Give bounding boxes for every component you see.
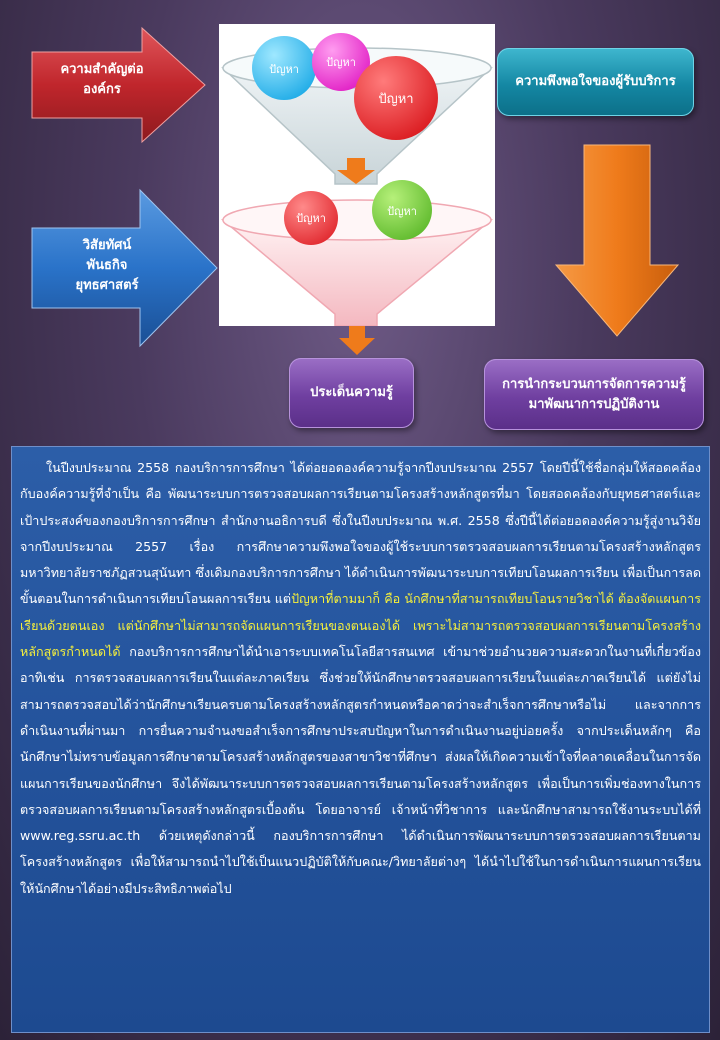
description-highlight: ปัญหาที่ตามมาก็ คือ นักศึกษาที่สามารถเทียบโอนรายวิชาได้ ต้องจัดแผนการเรียนด้วยตนเอง แต่นักศึกษาไม่สามารถจัดแผนการเรียนของตนเองได้ เพราะไม่สามารถตรวจสอบผลการเรียนตามโครงสร้างหลักสูตรกำหนดได้ <box>20 591 701 660</box>
arrow-label-vision: วิสัยทัศน์ พันธกิจ ยุทธศาสตร์ <box>75 238 139 293</box>
apply-km-box: การนำกระบวนการจัดการความรู้ มาพัฒนาการปฏิบัติงาน <box>484 359 704 430</box>
funnel-panel <box>219 24 495 326</box>
problem-bubble-red-large-label: ปัญหา <box>378 92 414 107</box>
knowledge-issue-box: ประเด็นความรู้ <box>289 358 414 428</box>
problem-bubble-red-small-label: ปัญหา <box>296 212 326 225</box>
description-part-1: ในปีงบประมาณ 2558 กองบริการการศึกษา ได้ต่อยอดองค์ความรู้จากปีงบประมาณ 2557 โดยปีนี้ใช้ชื่อกลุ่มให้สอดคล้องกับองค์ความรู้ที่จำเป็น คือ พัฒนาระบบการตรวจสอบผลการเรียนตามโครงสร้างหลักสูตรที่มา โดยสอดคล้องกับยุทธศาสตร์และเป้าประสงค์ของกองบริการการศึกษา สำนักงานอธิการบดี ซึ่งในปีงบประมาณ พ.ศ. 2558 ซึ่งปีนี้ได้ต่อยอดองค์ความรู้สู่งานวิจัยจากปีงบประมาณ 2557 เรื่อง การศึกษาความพึงพอใจของผู้ใช้ระบบการตรวจสอบผลการเรียนตามโครงสร้างหลักสูตร มหาวิทยาลัยราชภัฏสวนสุนันทา ซึ่งเดิมกองบริการการศึกษา ได้ดำเนินการพัฒนาระบบการเทียบโอนผลการเรียน เพื่อเป็นการลดขั้นตอนในการดำเนินการเทียบโอนผลการเรียน แต่ <box>20 460 701 607</box>
funnel-diagram <box>219 24 495 326</box>
satisfaction-box: ความพึงพอใจของผู้รับบริการ <box>497 48 694 116</box>
bottom-funnel-rim <box>223 200 491 240</box>
down-arrow-small <box>337 326 377 356</box>
arrow-label-org-importance: ความสำคัญต่อ องค์กร <box>60 62 144 97</box>
problem-bubble-magenta-label: ปัญหา <box>326 56 356 69</box>
problem-bubble-blue-label: ปัญหา <box>269 63 299 76</box>
problem-bubble-green-label: ปัญหา <box>387 205 417 218</box>
description-panel <box>11 446 710 1033</box>
description-paragraph <box>20 455 701 902</box>
description-part-2: กองบริการการศึกษาได้นำเอาระบบเทคโนโลยีสารสนเทศ เข้ามาช่วยอำนวยความสะดวกในงานที่เกี่ยวข้อง อาทิเช่น การตรวจสอบผลการเรียนในแต่ละภาคเรียน ซึ่งช่วยให้นักศึกษาตรวจสอบผลการเรียนในแต่ละภาคเรียนได้ แต่ยังไม่สามารถตรวจสอบได้ว่านักศึกษาเรียนครบตามโครงสร้างหลักสูตรกำหนดหรือคาดว่าจะสำเร็จการศึกษาหรือไม่ และจากการดำเนินงานที่ผ่านมา การยื่นความจำนงขอสำเร็จการศึกษาประสบปัญหาในการดำเนินงานอยู่บ่อยครั้ง จากประเด็นหลักๆ คือ นักศึกษาไม่ทราบข้อมูลการศึกษาตามโครงสร้างหลักสูตรของสาขาวิชาที่ศึกษา ส่งผลให้เกิดความเข้าใจที่คลาดเคลื่อนในการจัดแผนการเรียนของนักศึกษา จึงได้พัฒนาระบบการตรวจสอบผลการเรียนตามโครงสร้างหลักสูตร เพื่อเป็นการเพิ่มช่องทางในการตรวจสอบผลการเรียนตามโครงสร้างหลักสูตรเบื้องต้น โดยอาจารย์ เจ้าหน้าที่วิชาการ และนักศึกษาสามารถใช้งานระบบได้ที่ www.reg.ssru.ac.th ด้วยเหตุดังกล่าวนี้ กองบริการการศึกษา ได้ดำเนินการพัฒนาระบบการตรวจสอบผลการเรียนตามโครงสร้างหลักสูตร เพื่อให้สามารถนำไปใช้เป็นแนวปฏิบัติให้กับคณะ/วิทยาลัยต่างๆ ได้นำไปใช้ในการดำเนินการแผนการเรียนให้นักศึกษาได้อย่างมีประสิทธิภาพต่อไป <box>20 644 701 896</box>
down-arrow-large <box>554 143 680 338</box>
